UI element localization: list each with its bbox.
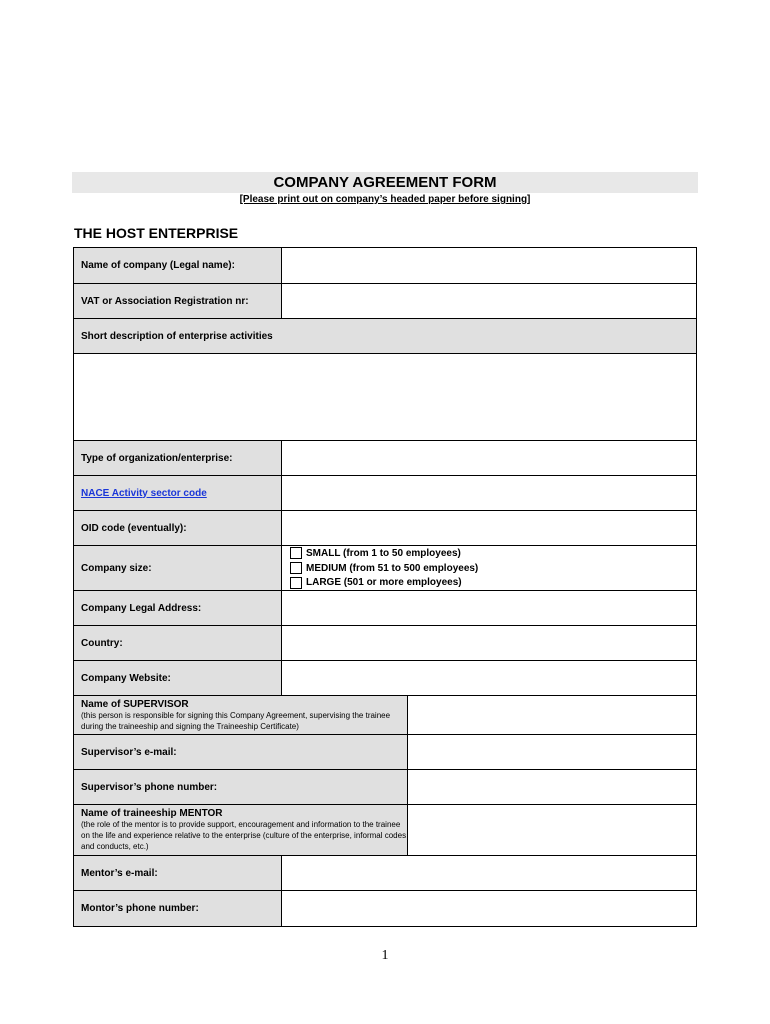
section-title: THE HOST ENTERPRISE [74, 225, 239, 241]
description-field[interactable] [74, 354, 696, 441]
company-size-options [282, 546, 696, 591]
oid-field[interactable] [282, 511, 696, 546]
supervisor-email-field[interactable] [408, 735, 696, 770]
medium-label: MEDIUM (from 51 to 500 employees) [306, 562, 479, 574]
country-label: Country: [74, 626, 282, 661]
mentor-phone-field[interactable] [282, 891, 696, 926]
size-option-small[interactable] [290, 546, 461, 561]
mentor-phone-label: Montor’s phone number: [74, 891, 282, 926]
supervisor-label: Name of SUPERVISOR [81, 698, 189, 710]
nace-link[interactable]: NACE Activity sector code [81, 487, 207, 499]
form-title: COMPANY AGREEMENT FORM [72, 172, 698, 193]
host-enterprise-table [73, 247, 697, 927]
supervisor-phone-label: Supervisor’s phone number: [74, 770, 408, 805]
large-label: LARGE (501 or more employees) [306, 577, 462, 589]
oid-label: OID code (eventually): [74, 511, 282, 546]
supervisor-note: (this person is responsible for signing this Company Agreement, supervising the trainee during the traineeship and signing the Traineeship Certificate) [81, 710, 391, 731]
supervisor-phone-field[interactable] [408, 770, 696, 805]
nace-field[interactable] [282, 476, 696, 511]
size-option-large[interactable] [290, 575, 462, 590]
vat-label: VAT or Association Registration nr: [74, 284, 282, 319]
company-name-label: Name of company (Legal name): [74, 248, 282, 284]
nace-label-cell [74, 476, 282, 511]
mentor-email-field[interactable] [282, 856, 696, 891]
mentor-field[interactable] [408, 805, 696, 856]
website-field[interactable] [282, 661, 696, 696]
company-size-label: Company size: [74, 546, 282, 591]
small-checkbox[interactable] [290, 547, 302, 559]
supervisor-field[interactable] [408, 696, 696, 735]
legal-address-label: Company Legal Address: [74, 591, 282, 626]
vat-field[interactable] [282, 284, 696, 319]
small-label: SMALL (from 1 to 50 employees) [306, 547, 461, 559]
website-label: Company Website: [74, 661, 282, 696]
org-type-label: Type of organization/enterprise: [74, 441, 282, 476]
mentor-email-label: Mentor’s e-mail: [74, 856, 282, 891]
supervisor-label-cell [74, 696, 408, 735]
description-label: Short description of enterprise activities [74, 319, 696, 354]
legal-address-field[interactable] [282, 591, 696, 626]
mentor-note: (the role of the mentor is to provide support, encouragement and information to the trainee on the life and experience relative to the enterprise (culture of the enterprise, informal codes and conducts, etc.) [81, 820, 407, 851]
org-type-field[interactable] [282, 441, 696, 476]
form-subtitle: [Please print out on company’s headed paper before signing] [239, 194, 531, 205]
mentor-label-cell [74, 805, 408, 856]
size-option-medium[interactable] [290, 561, 478, 576]
country-field[interactable] [282, 626, 696, 661]
large-checkbox[interactable] [290, 577, 302, 589]
supervisor-email-label: Supervisor’s e-mail: [74, 735, 408, 770]
mentor-label: Name of traineeship MENTOR [81, 808, 223, 819]
page-number: 1 [381, 948, 389, 963]
company-name-field[interactable] [282, 248, 696, 284]
medium-checkbox[interactable] [290, 562, 302, 574]
